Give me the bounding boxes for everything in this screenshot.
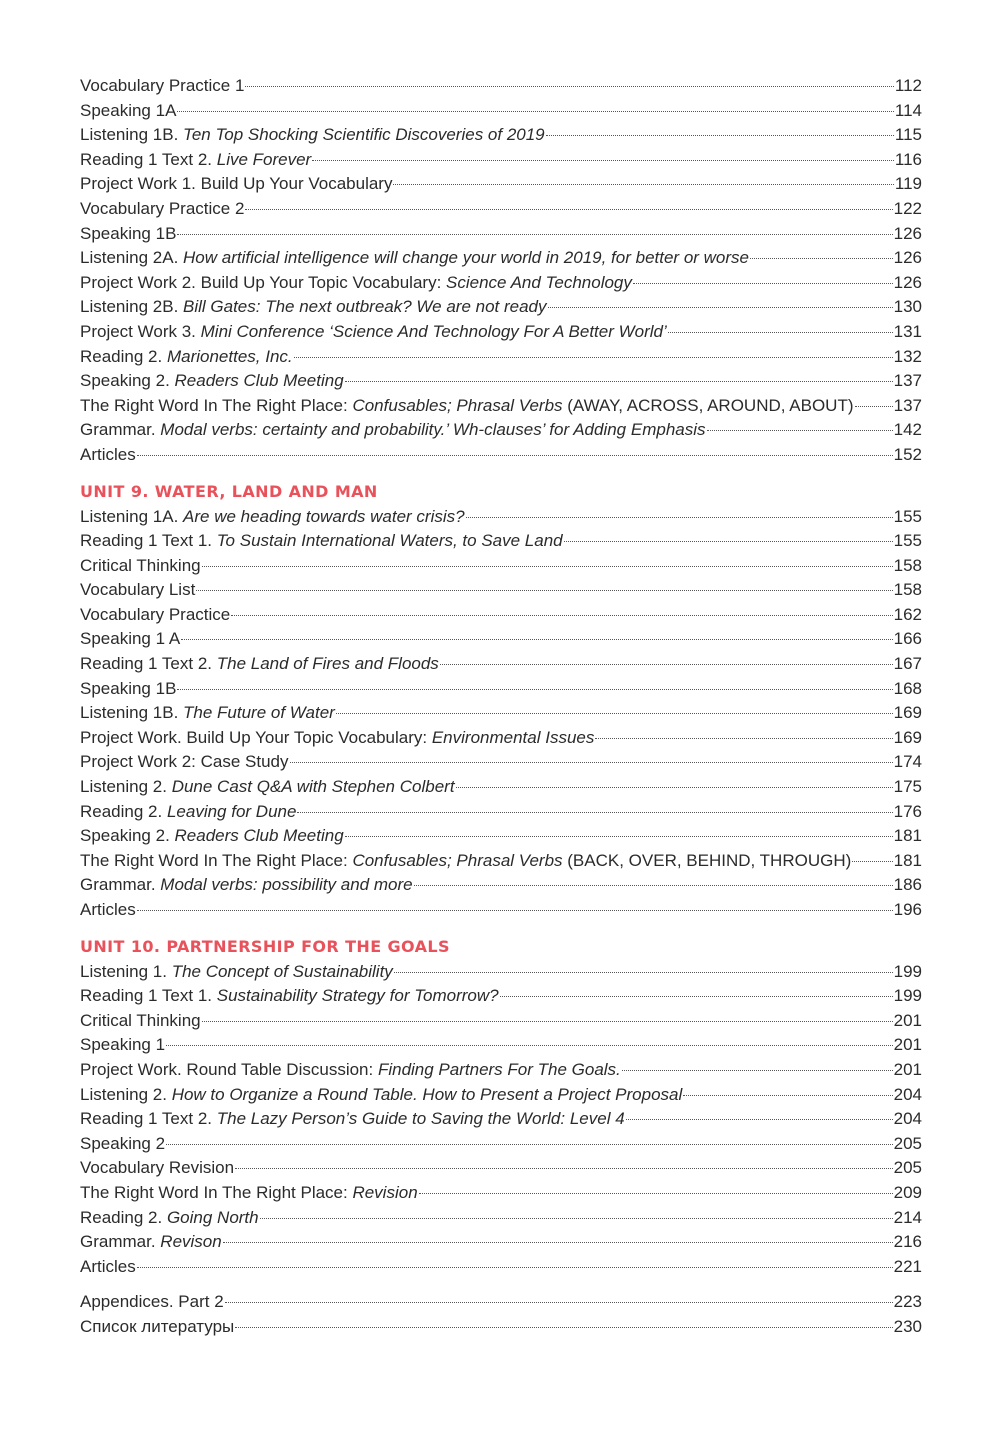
entry-title-plain: Vocabulary Revision	[80, 1158, 235, 1178]
entry-title-plain: Grammar.	[80, 420, 161, 440]
entry-title-italic: The Land of Fires and Floods	[216, 654, 439, 674]
toc-entry[interactable]	[80, 578, 922, 603]
entry-title-plain: Critical Thinking	[80, 555, 201, 575]
dot-leader	[852, 860, 892, 862]
dot-leader	[750, 257, 893, 259]
unit-heading: UNIT 10. PARTNERSHIP FOR THE GOALS	[80, 936, 450, 956]
entry-title	[80, 123, 545, 148]
entry-title	[80, 984, 499, 1009]
entry-title-plain: Articles	[80, 444, 136, 464]
entry-title-italic: Science And Technology	[446, 272, 632, 292]
dot-leader	[177, 110, 893, 112]
page-number: 168	[893, 678, 922, 698]
entry-title-italic: Marionettes, Inc.	[166, 346, 293, 366]
entry-title	[80, 1058, 621, 1083]
dot-leader	[202, 1020, 893, 1022]
dot-leader	[414, 884, 893, 886]
entry-title-italic: Mini Conference ‘Science And Technology For A Better World’	[200, 321, 667, 341]
dot-leader	[312, 159, 894, 161]
toc-entry[interactable]	[80, 246, 922, 271]
entry-title-italic: Confusables; Phrasal Verbs	[352, 395, 563, 415]
entry-title-plain: Listening 1B.	[80, 703, 184, 723]
entry-title-suffix: (AWAY, ACROSS, AROUND, ABOUT)	[562, 395, 854, 415]
entry-title-italic: How artificial intelligence will change your world in 2019, for better or worse	[183, 248, 750, 268]
entry-title-plain: Speaking 1B	[80, 223, 177, 243]
entry-title	[80, 652, 439, 677]
entry-title-plain: The Right Word In The Right Place:	[80, 1182, 353, 1202]
dot-leader	[393, 183, 893, 185]
toc-entry[interactable]	[80, 529, 922, 554]
dot-leader	[500, 995, 893, 997]
entry-title-plain: Список литературы	[80, 1316, 235, 1336]
entry-title	[80, 418, 706, 443]
page-number: 201	[893, 1010, 922, 1030]
entry-title-plain: Project Work 2: Case Study	[80, 752, 289, 772]
entry-title	[80, 345, 293, 370]
toc-entry[interactable]	[80, 505, 922, 530]
entry-title	[80, 222, 176, 247]
page-number: 199	[893, 961, 922, 981]
page-number: 204	[893, 1084, 922, 1104]
entry-title-italic: The Concept of Sustainability	[171, 961, 393, 981]
entry-title-plain: Articles	[80, 1256, 136, 1276]
entry-title	[80, 1206, 259, 1231]
dot-leader	[202, 565, 893, 567]
entry-title-italic: Are we heading towards water crisis?	[183, 506, 465, 526]
dot-leader	[466, 516, 893, 518]
entry-title-plain: Listening 1A.	[80, 506, 184, 526]
entry-title-plain: Grammar.	[80, 875, 161, 895]
page-number: 205	[893, 1133, 922, 1153]
entry-title	[80, 271, 632, 296]
entry-title	[80, 295, 547, 320]
dot-leader	[456, 786, 893, 788]
entry-title-plain: Project Work 2. Build Up Your Topic Vocabulary:	[80, 272, 447, 292]
toc-entry[interactable]	[80, 1132, 922, 1157]
dot-leader	[177, 688, 892, 690]
entry-title-plain: Reading 1 Text 2.	[80, 1109, 217, 1129]
entry-title	[80, 74, 244, 99]
dot-leader	[181, 638, 892, 640]
entry-title-plain: The Right Word In The Right Place:	[80, 395, 353, 415]
dot-leader	[394, 971, 893, 973]
toc-entry[interactable]	[80, 271, 922, 296]
page-number: 199	[893, 986, 922, 1006]
entry-title-suffix: (BACK, OVER, BEHIND, THROUGH)	[562, 850, 852, 870]
entry-title	[80, 1230, 222, 1255]
toc-entry[interactable]	[80, 1206, 922, 1231]
toc-entry[interactable]	[80, 824, 922, 849]
entry-title-plain: Articles	[80, 900, 136, 919]
entry-title	[80, 529, 563, 554]
toc-entry[interactable]	[80, 1058, 922, 1083]
entry-title-plain: Vocabulary List	[80, 580, 196, 600]
toc-entry[interactable]	[80, 1009, 922, 1034]
dot-leader	[166, 1143, 893, 1145]
dot-leader	[137, 909, 893, 911]
page-number: 169	[893, 703, 922, 723]
toc-entry[interactable]	[80, 1230, 922, 1255]
entry-title-plain: Project Work 3.	[80, 321, 201, 341]
entry-title	[80, 1009, 201, 1034]
toc-entry[interactable]	[80, 750, 922, 775]
entry-title-plain: Listening 2.	[80, 1084, 172, 1104]
entry-title-italic: Ten Top Shocking Scientific Discoveries of 2019	[183, 125, 545, 145]
dot-leader	[546, 134, 894, 136]
dot-leader	[633, 282, 893, 284]
dot-leader	[231, 614, 892, 616]
dot-leader	[235, 1167, 893, 1169]
toc-entry[interactable]	[80, 873, 922, 898]
dot-leader	[245, 208, 892, 210]
entry-title-plain: Project Work. Round Table Discussion:	[80, 1059, 378, 1079]
appendix-section	[80, 1290, 922, 1339]
entry-title	[80, 1181, 418, 1206]
entry-title-plain: Reading 1 Text 1.	[80, 531, 217, 551]
page-number: 152	[893, 444, 922, 464]
toc-entry[interactable]	[80, 1290, 922, 1315]
toc-entry[interactable]	[80, 898, 922, 923]
toc-entry[interactable]	[80, 726, 922, 751]
entry-title	[80, 726, 594, 751]
entry-title-plain: Project Work 1. Build Up Your Vocabulary	[80, 174, 393, 194]
toc-entry[interactable]	[80, 123, 922, 148]
dot-leader	[297, 811, 892, 813]
entry-title	[80, 627, 180, 652]
page-number: 167	[893, 654, 922, 674]
toc-entry[interactable]	[80, 1107, 922, 1132]
dot-leader	[548, 306, 893, 308]
page-number: 176	[893, 801, 922, 821]
entry-title-plain: Listening 1.	[80, 961, 172, 981]
toc-entry[interactable]	[80, 443, 922, 468]
page-number: 132	[893, 346, 922, 366]
entry-title-italic: Confusables; Phrasal Verbs	[352, 850, 563, 870]
toc-entry[interactable]	[80, 800, 922, 825]
entry-title	[80, 99, 176, 124]
toc-entry[interactable]	[80, 1255, 922, 1280]
entry-title-italic: To Sustain International Waters, to Save Land	[216, 531, 563, 551]
entry-title-italic: Finding Partners For The Goals.	[377, 1059, 621, 1079]
toc-entry[interactable]	[80, 1315, 922, 1340]
page-number: 205	[893, 1158, 922, 1178]
entry-title-plain: Critical Thinking	[80, 1010, 201, 1030]
dot-leader	[166, 1044, 893, 1046]
page-number: 169	[893, 727, 922, 747]
entry-title-plain: Reading 1 Text 2.	[80, 654, 217, 674]
toc-entry[interactable]	[80, 984, 922, 1009]
entry-title	[80, 443, 136, 468]
entry-title-plain: Listening 1B.	[80, 125, 184, 145]
toc-entry[interactable]	[80, 677, 922, 702]
entry-title-plain: Speaking 1A	[80, 100, 177, 120]
entry-title-italic: How to Organize a Round Table. How to Present a Project Proposal	[171, 1084, 683, 1104]
toc-section	[80, 74, 922, 468]
toc-entry[interactable]	[80, 960, 922, 985]
toc-entry[interactable]	[80, 394, 922, 419]
dot-leader	[290, 761, 893, 763]
toc-entry[interactable]	[80, 603, 922, 628]
entry-title	[80, 849, 851, 874]
table-of-contents	[80, 74, 922, 1340]
toc-entry[interactable]	[80, 74, 922, 99]
dot-leader	[595, 737, 892, 739]
page-number: 122	[893, 198, 922, 218]
entry-title-italic: Revison	[160, 1232, 222, 1252]
dot-leader	[235, 1326, 892, 1328]
entry-title-italic: Live Forever	[216, 149, 312, 169]
page-number: 201	[893, 1059, 922, 1079]
page-number: 137	[893, 371, 922, 391]
dot-leader	[440, 663, 893, 665]
entry-title-plain: Speaking 2	[80, 1133, 166, 1153]
dot-leader	[336, 712, 893, 714]
page-number: 158	[893, 580, 922, 600]
page-number: 155	[893, 506, 922, 526]
toc-entry[interactable]	[80, 775, 922, 800]
dot-leader	[622, 1069, 893, 1071]
entry-title	[80, 1083, 682, 1108]
entry-title	[80, 1315, 234, 1340]
entry-title	[80, 578, 195, 603]
entry-title	[80, 1290, 224, 1315]
toc-entry[interactable]	[80, 1033, 922, 1058]
unit-heading: UNIT 9. WATER, LAND AND MAN	[80, 481, 378, 501]
entry-title	[80, 603, 230, 628]
dot-leader	[177, 233, 892, 235]
toc-entry[interactable]	[80, 1181, 922, 1206]
page-number: 201	[893, 1035, 922, 1055]
entry-title-plain: Reading 2.	[80, 801, 167, 821]
entry-title	[80, 824, 344, 849]
entry-title-plain: Listening 2A.	[80, 248, 184, 268]
entry-title-italic: The Lazy Person’s Guide to Saving the World: Level 4	[216, 1109, 625, 1129]
page-number: 155	[893, 531, 922, 551]
entry-title-italic: Dune Cast Q&A with Stephen Colbert	[171, 777, 455, 797]
toc-entry[interactable]	[80, 369, 922, 394]
toc-entry[interactable]	[80, 222, 922, 247]
entry-title	[80, 775, 455, 800]
entry-title	[80, 1132, 165, 1157]
entry-title	[80, 320, 667, 345]
entry-title-italic: Readers Club Meeting	[174, 371, 344, 391]
entry-title-plain: Speaking 1 A	[80, 629, 181, 649]
entry-title	[80, 197, 244, 222]
entry-title-plain: Vocabulary Practice 2	[80, 198, 245, 218]
toc-entry[interactable]	[80, 554, 922, 579]
page-number: 116	[894, 149, 922, 169]
entry-title-italic: Leaving for Dune	[166, 801, 297, 821]
dot-leader	[225, 1301, 893, 1303]
entry-title	[80, 1255, 136, 1280]
dot-leader	[345, 380, 893, 382]
page-number: 114	[894, 100, 922, 120]
toc-entry[interactable]	[80, 295, 922, 320]
entry-title-plain: Project Work. Build Up Your Topic Vocabulary:	[80, 727, 432, 747]
page-number: 137	[893, 395, 922, 415]
dot-leader	[419, 1192, 893, 1194]
page-number: 142	[893, 420, 922, 440]
page-number: 230	[893, 1316, 922, 1336]
toc-entry[interactable]	[80, 701, 922, 726]
page-number: 196	[893, 900, 922, 919]
entry-title-italic: Sustainability Strategy for Tomorrow?	[216, 986, 499, 1006]
dot-leader	[223, 1241, 893, 1243]
page-number: 130	[893, 297, 922, 317]
page-number: 131	[893, 321, 922, 341]
entry-title	[80, 1107, 625, 1132]
dot-leader	[196, 589, 892, 591]
page-number: 162	[893, 604, 922, 624]
page-number: 112	[894, 76, 922, 95]
dot-leader	[137, 454, 893, 456]
entry-title-italic: Modal verbs: certainty and probability.’ Wh-clauses’ for Adding Emphasis	[160, 420, 706, 440]
page-number: 158	[893, 555, 922, 575]
entry-title	[80, 677, 176, 702]
entry-title-plain: Reading 1 Text 2.	[80, 149, 217, 169]
entry-title-italic: Revision	[352, 1182, 418, 1202]
page-number: 126	[893, 223, 922, 243]
entry-title-plain: Grammar.	[80, 1232, 161, 1252]
entry-title-plain: Speaking 2.	[80, 371, 175, 391]
entry-title-plain: Reading 1 Text 1.	[80, 986, 217, 1006]
entry-title	[80, 246, 749, 271]
page-number: 174	[893, 752, 922, 772]
entry-title	[80, 394, 854, 419]
page-number: 126	[893, 272, 922, 292]
page-number: 115	[894, 125, 922, 145]
entry-title	[80, 1156, 234, 1181]
dot-leader	[137, 1266, 893, 1268]
entry-title	[80, 148, 311, 173]
toc-section	[80, 479, 922, 923]
dot-leader	[668, 331, 893, 333]
entry-title	[80, 369, 344, 394]
entry-title	[80, 800, 296, 825]
dot-leader	[855, 405, 893, 407]
page-number: 181	[893, 826, 922, 846]
entry-title	[80, 172, 392, 197]
dot-leader	[345, 835, 893, 837]
entry-title-italic: The Future of Water	[183, 703, 335, 723]
dot-leader	[245, 85, 893, 87]
page-number: 166	[893, 629, 922, 649]
entry-title-italic: Readers Club Meeting	[174, 826, 344, 846]
entry-title	[80, 505, 465, 530]
toc-entry[interactable]	[80, 1156, 922, 1181]
entry-title-plain: Vocabulary Practice 1	[80, 76, 245, 95]
toc-entry[interactable]	[80, 148, 922, 173]
dot-leader	[564, 540, 893, 542]
toc-entry[interactable]	[80, 320, 922, 345]
entry-title-plain: Vocabulary Practice	[80, 604, 231, 624]
page-number: 186	[893, 875, 922, 895]
entry-title-italic: Bill Gates: The next outbreak? We are not ready	[183, 297, 547, 317]
dot-leader	[707, 429, 893, 431]
dot-leader	[294, 356, 893, 358]
page-number: 214	[893, 1207, 922, 1227]
toc-entry[interactable]	[80, 345, 922, 370]
entry-title	[80, 898, 136, 923]
page-number: 126	[893, 248, 922, 268]
entry-title	[80, 873, 413, 898]
page-number: 119	[894, 174, 922, 194]
page-number: 216	[893, 1232, 922, 1252]
toc-entry[interactable]	[80, 1083, 922, 1108]
entry-title-plain: Reading 2.	[80, 346, 167, 366]
page-number: 181	[893, 850, 922, 870]
dot-leader	[683, 1094, 892, 1096]
toc-entry[interactable]	[80, 99, 922, 124]
toc-entry[interactable]	[80, 627, 922, 652]
dot-leader	[260, 1217, 893, 1219]
entry-title-italic: Modal verbs: possibility and more	[160, 875, 413, 895]
toc-entry[interactable]	[80, 172, 922, 197]
entry-title-plain: Appendices. Part 2	[80, 1292, 224, 1312]
toc-section	[80, 934, 922, 1280]
entry-title	[80, 554, 201, 579]
page-number: 175	[893, 777, 922, 797]
entry-title-plain: Speaking 2.	[80, 826, 175, 846]
entry-title-plain: Reading 2.	[80, 1207, 167, 1227]
entry-title	[80, 1033, 165, 1058]
toc-entry[interactable]	[80, 849, 922, 874]
entry-title-italic: Environmental Issues	[431, 727, 595, 747]
entry-title	[80, 750, 289, 775]
page-number: 209	[893, 1182, 922, 1202]
toc-entry[interactable]	[80, 418, 922, 443]
page-number: 223	[893, 1292, 922, 1312]
page-number: 204	[893, 1109, 922, 1129]
entry-title-plain: The Right Word In The Right Place:	[80, 850, 353, 870]
entry-title-italic: Going North	[166, 1207, 259, 1227]
entry-title	[80, 960, 393, 985]
dot-leader	[626, 1118, 893, 1120]
entry-title-plain: Listening 2.	[80, 777, 172, 797]
toc-entry[interactable]	[80, 197, 922, 222]
entry-title-plain: Listening 2B.	[80, 297, 184, 317]
toc-entry[interactable]	[80, 652, 922, 677]
entry-title-plain: Speaking 1B	[80, 678, 177, 698]
entry-title	[80, 701, 335, 726]
page-number: 221	[893, 1256, 922, 1276]
entry-title-plain: Speaking 1	[80, 1035, 166, 1055]
